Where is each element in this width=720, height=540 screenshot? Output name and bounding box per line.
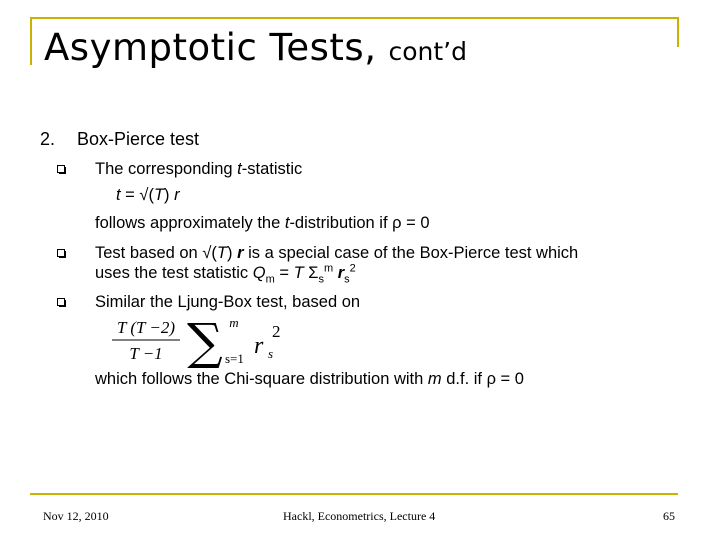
footer-date: Nov 12, 2010	[43, 509, 109, 523]
ljung-box-formula	[108, 312, 308, 368]
formula-r-subscript: s	[268, 346, 274, 361]
bullet-icon	[57, 165, 65, 173]
section-heading: Box-Pierce test	[77, 129, 200, 149]
bullet-1-line-1: The corresponding t-statistic	[95, 160, 303, 178]
formula-r-superscript: 2	[272, 322, 281, 341]
frame-bottom-line	[30, 493, 678, 495]
sum-symbol: ∑	[187, 313, 223, 368]
bullet-1-formula: t = √(T) r	[116, 186, 180, 204]
formula-numerator: T (T −2)	[116, 318, 176, 337]
bullet-icon	[57, 249, 65, 257]
title-sub: cont’d	[388, 37, 467, 66]
slide-title	[44, 26, 467, 69]
sum-upper-limit: m	[229, 315, 239, 330]
formula-denominator: T −1	[129, 344, 163, 363]
section-number: 2.	[40, 129, 56, 149]
bullet-icon	[57, 298, 65, 306]
bullet-2-line-2: uses the test statistic $Q_m = T$ $\Sigma_s^m$ $r_s^2$	[95, 262, 356, 286]
frame-right-line	[677, 17, 679, 47]
page-number: 65	[663, 509, 675, 523]
bullet-1-line-3: follows approximately the t-distribution if ρ = 0	[95, 214, 430, 232]
formula-r: r	[254, 333, 264, 359]
bullet-2-line-1: Test based on √(T) r is a special case of the Box-Pierce test which	[95, 244, 579, 262]
frame-left-line	[30, 17, 32, 65]
title-main: Asymptotic Tests,	[44, 26, 377, 69]
footer-lecture: Hackl, Econometrics, Lecture 4	[283, 509, 436, 523]
bullet-3-line-2: which follows the Chi-square distribution with m d.f. if ρ = 0	[95, 370, 524, 388]
sum-lower-limit: s=1	[225, 351, 244, 366]
frame-top-line	[30, 17, 678, 19]
bullet-3-line-1: Similar the Ljung-Box test, based on	[95, 293, 361, 311]
